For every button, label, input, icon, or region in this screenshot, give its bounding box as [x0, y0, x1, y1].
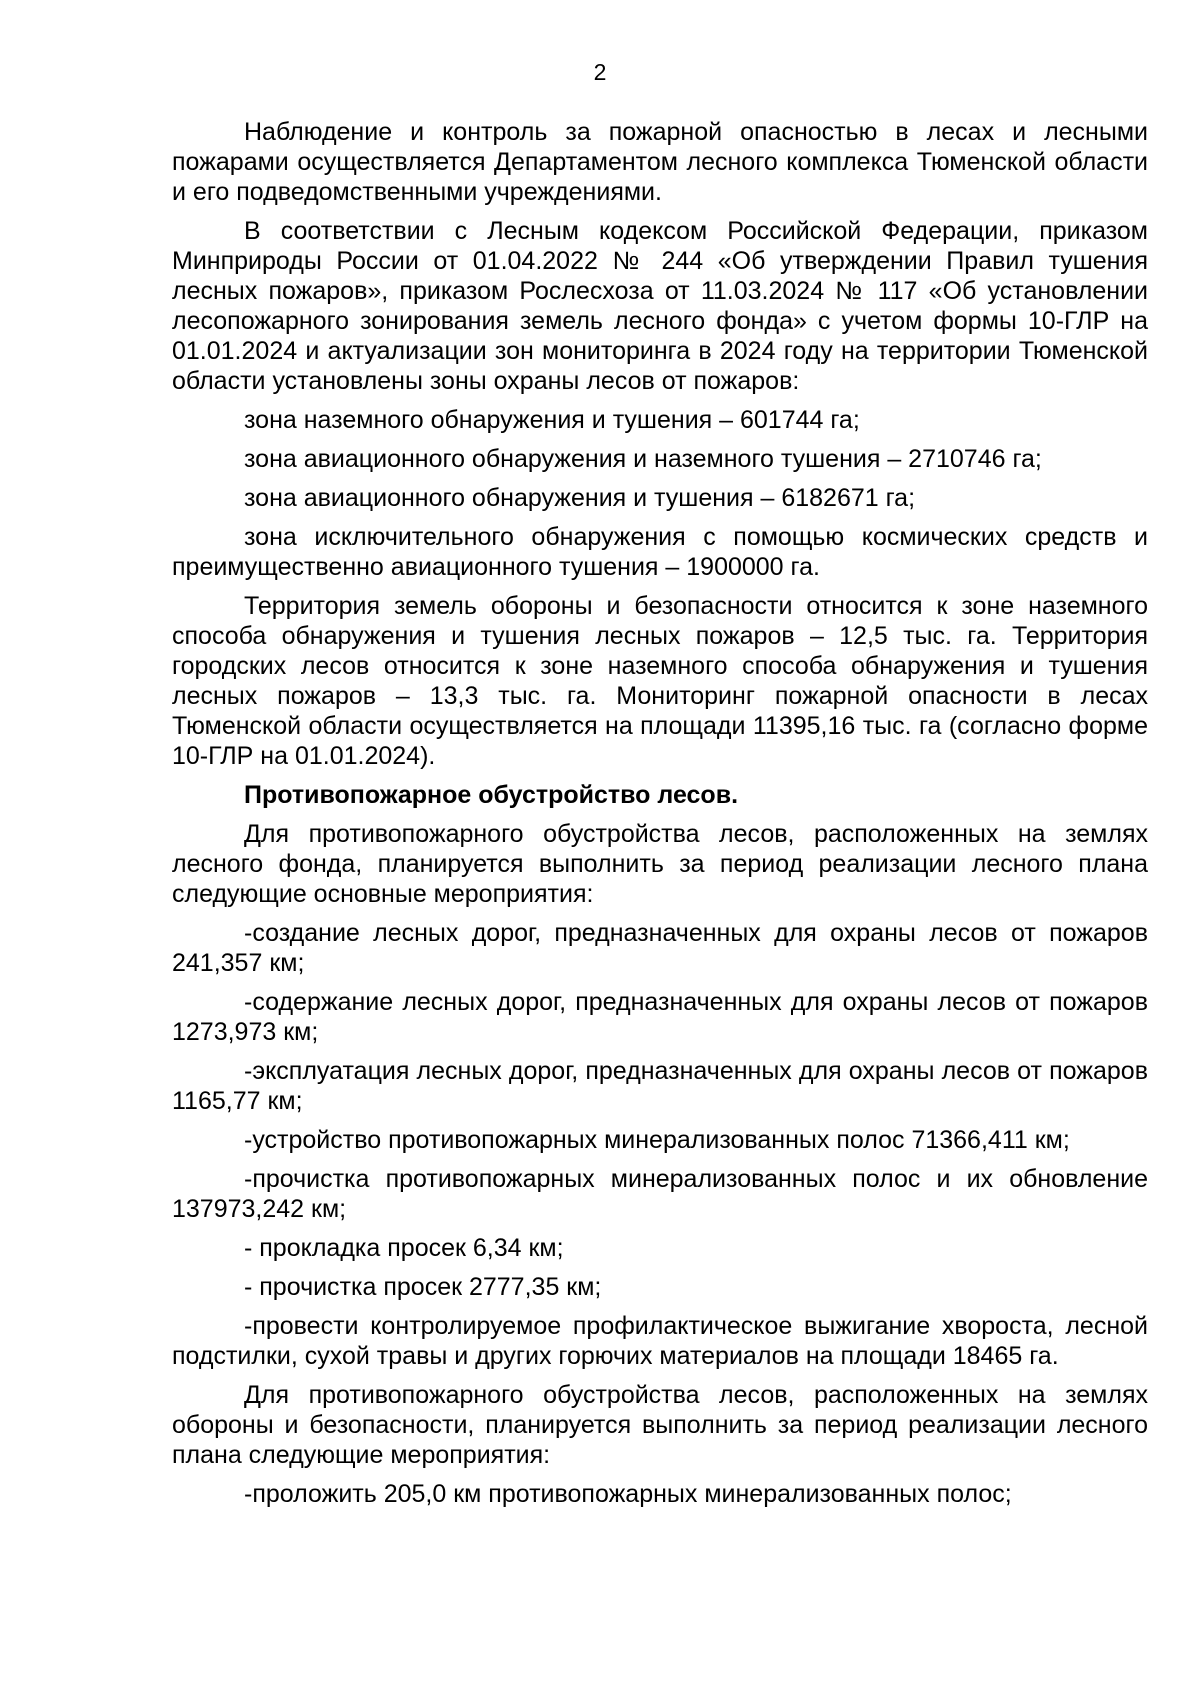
document-body: [172, 117, 1148, 1518]
measure-item: - прокладка просек 6,34 км;: [244, 1234, 564, 1262]
paragraph-territory: Территория земель обороны и безопасности относится к зоне наземного способа обнаружения и тушения лесных пожаров – 12,5 тыс. га. Территория городских лесов относится к зоне наземного способа обнаружения и тушения лесных пожаров – 13,3 тыс. га. Мониторинг пожарной опасности в лесах Тюменской области осуществляется на площади 11395,16 тыс. га (согласно форме 10-ГЛР на 01.01.2024).: [172, 592, 1148, 770]
measure-item: -создание лесных дорог, предназначенных для охраны лесов от пожаров 241,357 км;: [172, 919, 1148, 977]
section-heading: Противопожарное обустройство лесов.: [244, 781, 739, 809]
measure-item: - прочистка просек 2777,35 км;: [244, 1273, 602, 1301]
measure-item: -эксплуатация лесных дорог, предназначенных для охраны лесов от пожаров 1165,77 км;: [172, 1057, 1148, 1115]
paragraph-defense-intro: Для противопожарного обустройства лесов, расположенных на землях обороны и безопасности, планируется выполнить за период реализации лесного плана следующие мероприятия:: [172, 1381, 1148, 1469]
measure-item: -провести контролируемое профилактическое выжигание хвороста, лесной подстилки, сухой травы и других горючих материалов на площади 18465 га.: [172, 1312, 1148, 1370]
zone-item: зона исключительного обнаружения с помощью космических средств и преимущественно авиационного тушения – 1900000 га.: [172, 523, 1148, 581]
measure-item: -устройство противопожарных минерализованных полос 71366,411 км;: [244, 1126, 1070, 1154]
paragraph-forest-fund-intro: Для противопожарного обустройства лесов, расположенных на землях лесного фонда, планируется выполнить за период реализации лесного плана следующие основные мероприятия:: [172, 820, 1148, 908]
measure-item: -содержание лесных дорог, предназначенных для охраны лесов от пожаров 1273,973 км;: [172, 988, 1148, 1046]
page-number: 2: [593, 59, 607, 85]
zone-item: зона авиационного обнаружения и тушения – 6182671 га;: [244, 484, 916, 512]
zone-item: зона авиационного обнаружения и наземного тушения – 2710746 га;: [244, 445, 1042, 473]
paragraph-monitoring: Наблюдение и контроль за пожарной опасностью в лесах и лесными пожарами осуществляется Департаментом лесного комплекса Тюменской области и его подведомственными учреждениями.: [172, 118, 1148, 206]
zone-item: зона наземного обнаружения и тушения – 601744 га;: [244, 406, 860, 434]
paragraph-legal-basis: В соответствии с Лесным кодексом Российской Федерации, приказом Минприроды России от 01.04.2022 № 244 «Об утверждении Правил тушения лесных пожаров», приказом Рослесхоза от 11.03.2024 № 117 «Об установлении лесопожарного зонирования земель лесного фонда» с учетом формы 10-ГЛР на 01.01.2024 и актуализации зон мониторинга в 2024 году на территории Тюменской области установлены зоны охраны лесов от пожаров:: [172, 217, 1148, 395]
measure-item: -прочистка противопожарных минерализованных полос и их обновление 137973,242 км;: [172, 1165, 1148, 1223]
defense-measure-item: -проложить 205,0 км противопожарных минерализованных полос;: [244, 1480, 1012, 1508]
